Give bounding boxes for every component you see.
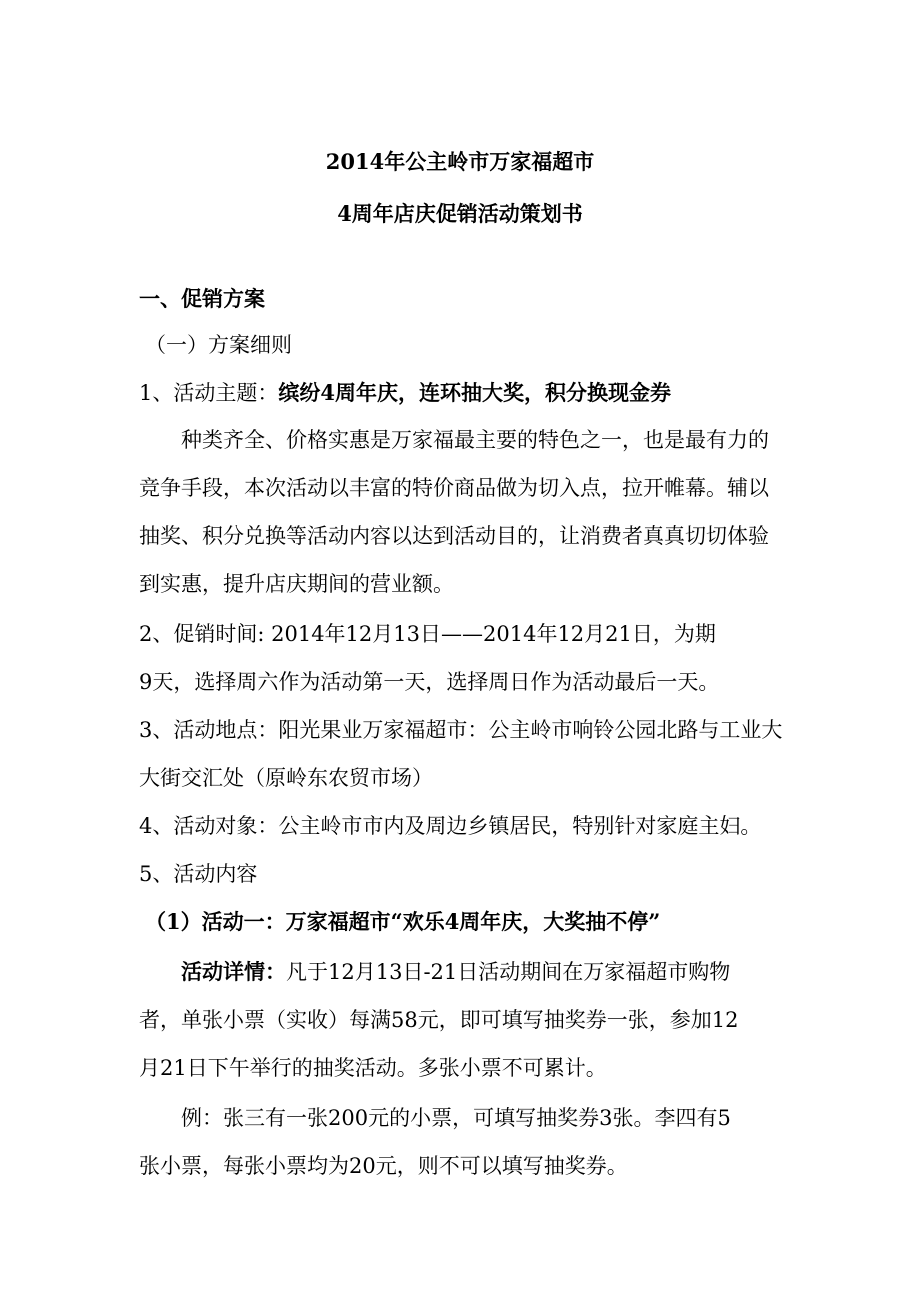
item2-time-line: 2、促销时间: 2014年12月13日——2014年12月21日，为期 bbox=[139, 622, 716, 646]
item2-time-line: 9天，选择周六作为活动第一天，选择周日作为活动最后一天。 bbox=[139, 670, 720, 694]
item1-paragraph-line: 种类齐全、价格实惠是万家福最主要的特色之一，也是最有力的 bbox=[181, 428, 769, 452]
item1-paragraph-line: 抽奖、积分兑换等活动内容以达到活动目的，让消费者真真切切体验 bbox=[139, 524, 769, 548]
activity1-example-line: 张小票，每张小票均为20元，则不可以填写抽奖券。 bbox=[139, 1154, 628, 1178]
activity1-details-label: 活动详情： bbox=[181, 959, 286, 984]
section-heading: 一、促销方案 bbox=[139, 286, 265, 311]
document-title-line1: 2014年公主岭市万家福超市 bbox=[325, 149, 595, 174]
activity1-details-line: 者，单张小票（实收）每满58元，即可填写抽奖券一张，参加12 bbox=[139, 1008, 739, 1032]
activity1-example-line: 例：张三有一张200元的小票，可填写抽奖券3张。李四有5 bbox=[181, 1106, 731, 1130]
document-title-line2: 4周年店庆促销活动策划书 bbox=[337, 201, 583, 226]
activity1-details-line bbox=[181, 958, 730, 986]
activity1-details-line: 月21日下午举行的抽奖活动。多张小票不可累计。 bbox=[139, 1056, 607, 1080]
item1-paragraph-line: 竞争手段，本次活动以丰富的特价商品做为切入点，拉开帷幕。辅以 bbox=[139, 476, 769, 500]
item1-number: 1、 bbox=[139, 381, 174, 405]
activity1-details-text: 凡于12月13日-21日活动期间在万家福超市购物 bbox=[286, 960, 731, 984]
item3-location-line: 大街交汇处（原岭东农贸市场） bbox=[139, 766, 433, 790]
item1-theme-line bbox=[139, 379, 671, 407]
item1-label: 活动主题： bbox=[173, 381, 279, 405]
item5-content-line: 5、活动内容 bbox=[139, 862, 258, 886]
item1-theme-value: 缤纷4周年庆，连环抽大奖，积分换现金券 bbox=[278, 380, 671, 405]
item3-location-line: 3、活动地点：阳光果业万家福超市：公主岭市响铃公园北路与工业大 bbox=[139, 718, 783, 742]
item1-paragraph-line: 到实惠，提升店庆期间的营业额。 bbox=[139, 572, 454, 596]
item4-audience-line: 4、活动对象：公主岭市市内及周边乡镇居民，特别针对家庭主妇。 bbox=[139, 814, 762, 838]
activity1-heading: （1）活动一：万家福超市“欢乐4周年庆，大奖抽不停” bbox=[145, 909, 661, 934]
subsection-heading: （一）方案细则 bbox=[145, 333, 292, 357]
